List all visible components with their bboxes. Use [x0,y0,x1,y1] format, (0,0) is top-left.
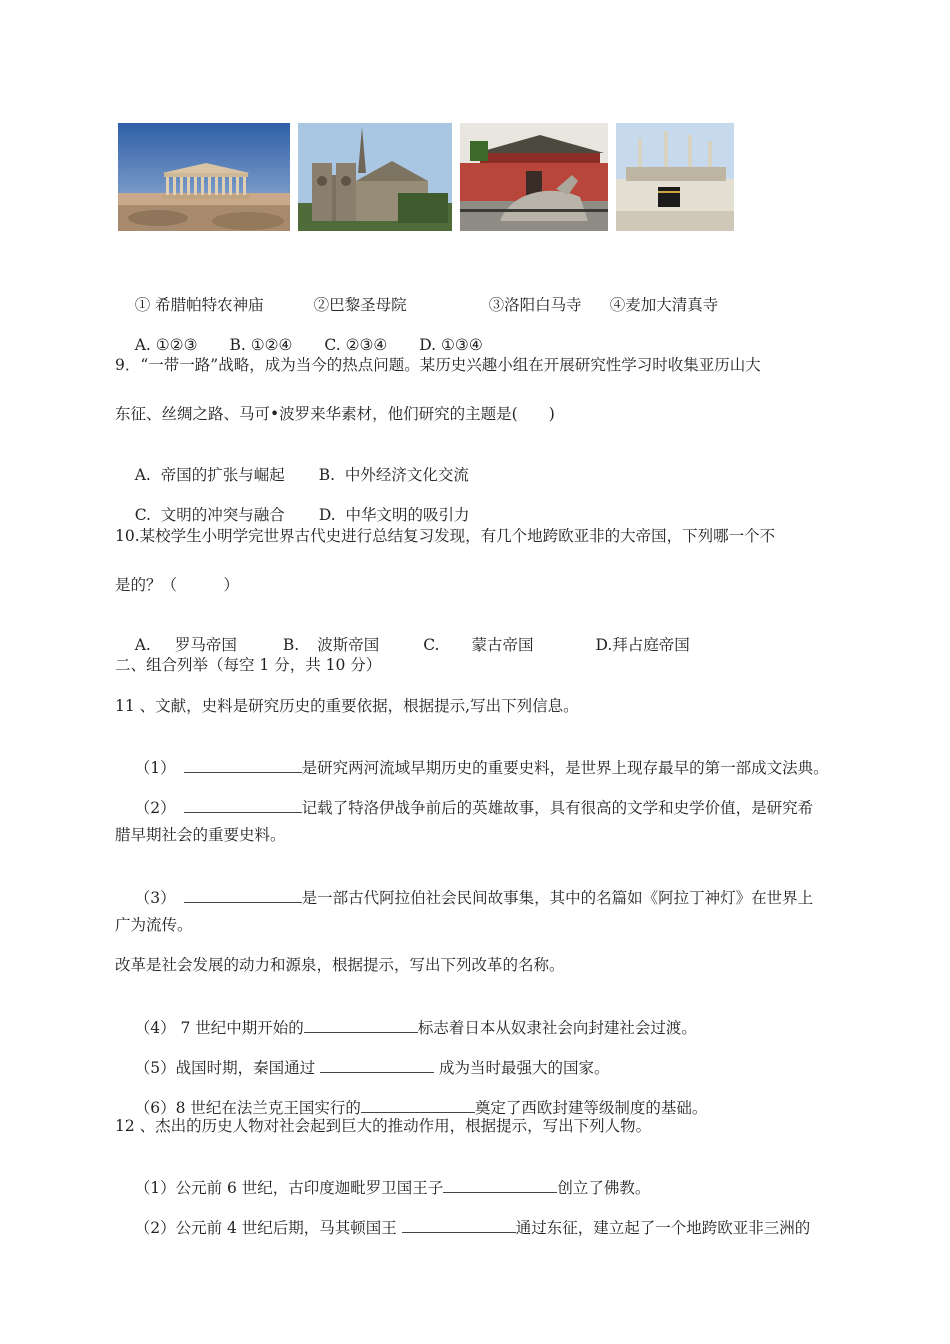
option-b-label: B. [229,336,246,354]
answer-blank[interactable] [361,1096,475,1113]
q10-option-a-label: A. [134,636,151,654]
q12-item-1-number: （1） [134,1179,176,1197]
q11-item-5-prefix: 战国时期，秦国通过 [175,1059,321,1077]
q11-item-2-number: （2） [134,799,176,817]
caption-1: ① 希腊帕特农神庙 [134,296,264,314]
answer-blank[interactable] [184,886,302,903]
option-a: ①②③ [155,336,198,354]
q9-option-a: A. 帝国的扩张与崛起 [134,466,285,484]
q12-item-1-text: 创立了佛教。 [557,1179,651,1197]
q9-stem-line2: 东征、丝绸之路、马可•波罗来华素材，他们研究的主题是( ) [115,405,555,423]
answer-blank[interactable] [443,1176,557,1193]
answer-blank[interactable] [184,756,302,773]
option-c-label: C. [324,336,341,354]
parthenon-photo [118,123,290,231]
option-c: ②③④ [345,336,388,354]
q11-item-3-text: 是一部古代阿拉伯社会民间故事集，其中的名篇如《阿拉丁神灯》在世界上 [301,889,814,907]
q11-item-3-number: （3） [134,889,176,907]
q12-item-2-text: 通过东征，建立起了一个地跨欧亚非三洲的 [515,1219,811,1237]
q11-item-3-continuation: 广为流传。 [115,916,193,934]
caption-3: ③洛阳白马寺 [488,296,582,314]
q10-option-b-label: B. [282,636,300,654]
q10-option-b: 波斯帝国 [317,636,380,654]
q10-option-c: 蒙古帝国 [471,636,534,654]
q12-item-2-prefix: 公元前 4 世纪后期，马其顿国王 [175,1219,402,1237]
q11-item-5-text: 成为当时最强大的国家。 [434,1059,610,1077]
option-d: ①③④ [441,336,483,354]
q9-stem-line1: 9．“一带一路”战略，成为当今的热点问题。某历史兴趣小组在开展研究性学习时收集亚历山大 [115,356,761,374]
q12-item-1-prefix: 公元前 6 世纪，古印度迦毗罗卫国王子 [175,1179,444,1197]
answer-blank[interactable] [402,1216,516,1233]
q11-stem: 11 、文献，史料是研究历史的重要依据，根据提示,写出下列信息。 [115,697,579,715]
q11-item-6-prefix: 8 世纪在法兰克王国实行的 [175,1099,361,1117]
option-b: ①②④ [250,336,293,354]
q11-item-6-text: 奠定了西欧封建等级制度的基础。 [474,1099,708,1117]
q11-item-4-prefix: 7 世纪中期开始的 [175,1019,304,1037]
answer-blank[interactable] [184,796,302,813]
q9-option-b: B. 中外经济文化交流 [318,466,469,484]
q12-item-2-number: （2） [134,1219,176,1237]
mecca-mosque-photo [616,123,734,231]
q11-item-2-text: 记载了特洛伊战争前后的英雄故事，具有很高的文学和史学价值，是研究希 [301,799,814,817]
q10-stem-line2: 是的？（ ） [115,576,240,594]
answer-blank[interactable] [320,1056,434,1073]
section2-heading: 二、组合列举（每空 1 分，共 10 分） [115,656,382,674]
q10-stem-line1: 10.某校学生小明学完世界古代史进行总结复习发现，有几个地跨欧亚非的大帝国，下列哪一个不 [115,527,776,545]
q11-item-1-number: （1） [134,759,176,777]
option-d-label: D. [419,336,437,354]
white-horse-temple-photo [460,123,608,231]
q12-stem: 12 、杰出的历史人物对社会起到巨大的推动作用，根据提示，写出下列人物。 [115,1117,652,1135]
q9-option-d: D. 中华文明的吸引力 [318,506,470,524]
q12-item-2 [115,1196,810,1258]
q11-item-3 [115,866,813,928]
q11-item-5-number: （5） [134,1059,176,1077]
caption-4: ④麦加大清真寺 [609,296,719,314]
q11-item-6-number: （6） [134,1099,176,1117]
caption-2: ②巴黎圣母院 [313,296,407,314]
q10-option-c-label: C. [423,636,440,654]
q9-option-c: C. 文明的冲突与融合 [134,506,285,524]
option-a-label: A. [134,336,151,354]
q10-option-a: 罗马帝国 [174,636,237,654]
q11-item-2-continuation: 腊早期社会的重要史料。 [115,826,286,844]
answer-blank[interactable] [304,1016,418,1033]
q11-item-4-text: 标志着日本从奴隶社会向封建社会过渡。 [417,1019,697,1037]
q11-item-4-number: （4） [134,1019,176,1037]
q10-option-d: D.拜占庭帝国 [595,636,690,654]
reform-intro: 改革是社会发展的动力和源泉，根据提示，写出下列改革的名称。 [115,956,565,974]
notre-dame-photo [298,123,452,231]
q11-item-1-text: 是研究两河流域早期历史的重要史料，是世界上现存最早的第一部成文法典。 [301,759,829,777]
